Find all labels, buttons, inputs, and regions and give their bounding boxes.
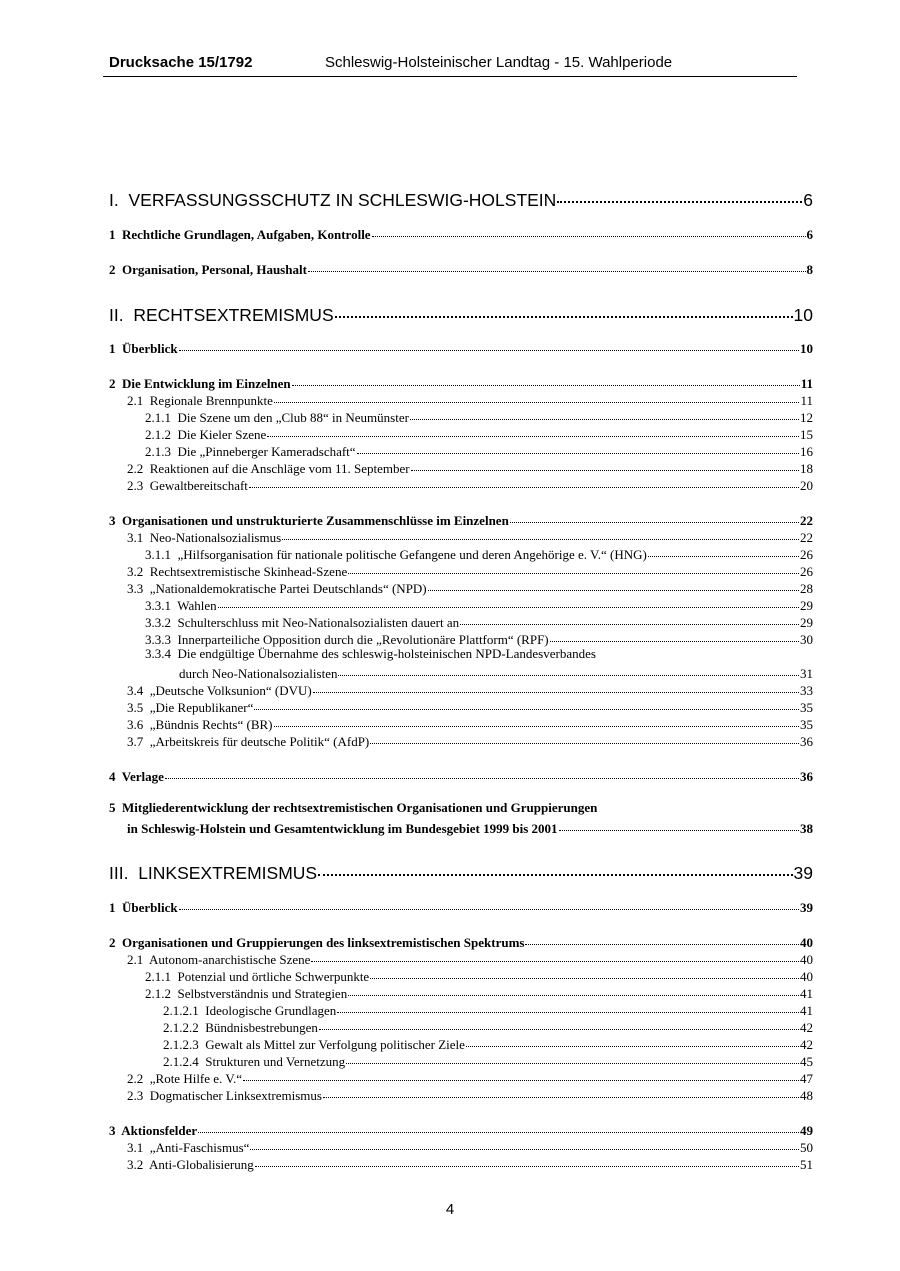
toc-entry[interactable]	[109, 225, 813, 241]
toc-number: 3.1.1	[145, 547, 171, 562]
toc-entry[interactable]	[145, 425, 813, 441]
leader-dots	[372, 223, 806, 237]
leader-dots	[323, 1084, 799, 1098]
toc-page: 36	[800, 734, 813, 749]
leader-dots	[311, 948, 799, 962]
toc-entry[interactable]	[163, 1001, 813, 1017]
toc-page: 35	[800, 717, 813, 732]
toc-page: 28	[800, 581, 813, 596]
toc-label: Aktionsfelder	[121, 1123, 198, 1138]
toc-number: 2.1.2.1	[163, 1003, 199, 1018]
leader-dots	[348, 982, 799, 996]
toc-entry[interactable]	[145, 984, 813, 1000]
toc-page: 6	[806, 227, 813, 242]
toc-page: 11	[800, 376, 813, 391]
toc-entry-part-3[interactable]	[109, 859, 813, 882]
toc-number: II.	[109, 304, 124, 325]
toc-entry[interactable]	[109, 374, 813, 390]
toc-number: 4	[109, 769, 116, 784]
leader-dots	[308, 258, 806, 272]
toc-label: Organisationen und unstrukturierte Zusammenschlüsse im Einzelnen	[122, 513, 509, 528]
toc-number: 3.2	[127, 1157, 144, 1172]
toc-page: 6	[803, 189, 813, 210]
toc-entry[interactable]	[145, 545, 813, 561]
toc-page: 22	[800, 513, 813, 528]
leader-dots	[525, 931, 799, 945]
toc-entry[interactable]	[127, 1138, 813, 1154]
toc-page: 45	[800, 1054, 813, 1069]
toc-entry[interactable]	[145, 442, 813, 458]
toc-label: Autonom-anarchistische Szene	[149, 952, 311, 967]
toc-label: Verlage	[121, 769, 164, 784]
toc-number: 2.1.2	[145, 427, 171, 442]
toc-label: Gewalt als Mittel zur Verfolgung politischer Ziele	[205, 1037, 465, 1052]
toc-page: 51	[800, 1157, 813, 1172]
toc-number: 3.3	[127, 581, 144, 596]
toc-label: Rechtliche Grundlagen, Aufgaben, Kontrolle	[122, 227, 371, 242]
toc-number: 5	[109, 800, 116, 815]
toc-entry-part-1[interactable]	[109, 186, 813, 209]
toc-entry[interactable]	[145, 596, 813, 612]
toc-page: 26	[800, 564, 813, 579]
leader-dots	[550, 628, 799, 642]
leader-dots	[460, 611, 799, 625]
toc-page: 10	[800, 341, 813, 356]
toc-page: 48	[800, 1088, 813, 1103]
leader-dots	[348, 560, 799, 574]
leader-dots	[218, 594, 799, 608]
toc-number: 1	[109, 227, 116, 242]
toc-page: 26	[800, 547, 813, 562]
toc-label: Organisationen und Gruppierungen des linksextremistischen Spektrums	[122, 935, 525, 950]
toc-entry-part-2[interactable]	[109, 301, 813, 324]
toc-entry[interactable]	[127, 1069, 813, 1085]
toc-number: 2.3	[127, 478, 144, 493]
toc-number: 3.3.4	[145, 646, 171, 661]
toc-label: Gewaltbereitschaft	[149, 478, 248, 493]
toc-page: 35	[800, 700, 813, 715]
toc-number: 1	[109, 341, 116, 356]
leader-dots	[346, 1050, 799, 1064]
toc-number: 3	[109, 513, 116, 528]
toc-page: 10	[793, 304, 813, 325]
toc-number: 2.1.2	[145, 986, 171, 1001]
leader-dots	[267, 423, 799, 437]
leader-dots	[559, 817, 800, 831]
toc-number: 3.1	[127, 1140, 144, 1155]
leader-dots	[335, 298, 793, 318]
toc-entry[interactable]	[109, 898, 813, 914]
toc-page: 8	[806, 262, 813, 277]
leader-dots	[198, 1119, 799, 1133]
toc-entry[interactable]	[127, 732, 813, 748]
toc-label: Dogmatischer Linksextremismus	[149, 1088, 322, 1103]
toc-entry[interactable]	[127, 715, 813, 731]
toc-page: 15	[800, 427, 813, 442]
toc-number: 1	[109, 900, 116, 915]
toc-entry[interactable]	[163, 1052, 813, 1068]
toc-entry[interactable]	[127, 459, 813, 475]
toc-number: 2.3	[127, 1088, 144, 1103]
toc-label: Die Entwicklung im Einzelnen	[122, 376, 291, 391]
toc-number: 3.5	[127, 700, 144, 715]
toc-label: Schulterschluss mit Neo-Nationalsozialisten dauert an	[177, 615, 460, 630]
toc-entry[interactable]	[109, 260, 813, 276]
toc-number: 3.2	[127, 564, 144, 579]
leader-dots	[165, 765, 799, 779]
toc-number: 2.2	[127, 461, 144, 476]
toc-label: Überblick	[122, 900, 178, 915]
toc-page: 22	[800, 530, 813, 545]
toc-entry[interactable]	[109, 933, 813, 949]
toc-page: 49	[800, 1123, 813, 1138]
toc-page: 16	[800, 444, 813, 459]
toc-page: 42	[800, 1020, 813, 1035]
toc-label-continued: in Schleswig-Holstein und Gesamtentwicklung im Bundesgebiet 1999 bis 2001	[127, 821, 558, 836]
leader-dots	[274, 713, 799, 727]
document-number: Drucksache 15/1792	[109, 54, 253, 71]
toc-label: Regionale Brennpunkte	[149, 393, 273, 408]
leader-dots	[338, 662, 799, 676]
toc-label: Mitgliederentwicklung der rechtsextremistischen Organisationen und Gruppierungen	[122, 800, 598, 815]
toc-number: 2.1.1	[145, 410, 171, 425]
toc-label: Die Kieler Szene	[177, 427, 267, 442]
toc-entry[interactable]	[109, 511, 813, 527]
toc-number: 3.7	[127, 734, 144, 749]
toc-entry[interactable]	[163, 1018, 813, 1034]
toc-page: 39	[800, 900, 813, 915]
toc-label: RECHTSEXTREMISMUS	[133, 304, 334, 325]
toc-label-continued: durch Neo-Nationalsozialisten	[179, 666, 338, 681]
toc-label: Potenzial und örtliche Schwerpunkte	[177, 969, 370, 984]
leader-dots	[243, 1067, 799, 1081]
toc-page: 20	[800, 478, 813, 493]
toc-label: Überblick	[122, 341, 178, 356]
toc-entry[interactable]	[109, 1121, 813, 1137]
header-title: Schleswig-Holsteinischer Landtag - 15. Wahlperiode	[325, 54, 673, 71]
toc-page: 41	[800, 1003, 813, 1018]
leader-dots	[510, 509, 799, 523]
toc-label: Anti-Globalisierung	[149, 1157, 254, 1172]
toc-page: 40	[800, 952, 813, 967]
leader-dots	[318, 856, 792, 876]
toc-number: 2.2	[127, 1071, 144, 1086]
toc-entry[interactable]	[145, 408, 813, 424]
toc-page: 39	[793, 862, 813, 883]
toc-number: 2	[109, 262, 116, 277]
toc-entry[interactable]	[127, 698, 813, 714]
toc-page: 29	[800, 598, 813, 613]
toc-label: „Bündnis Rechts“ (BR)	[149, 717, 273, 732]
toc-entry[interactable]	[145, 613, 813, 629]
leader-dots	[179, 337, 799, 351]
leader-dots	[254, 696, 799, 710]
toc-label: Neo-Nationalsozialismus	[149, 530, 282, 545]
toc-entry[interactable]	[127, 528, 813, 544]
toc-number: 2.1.1	[145, 969, 171, 984]
toc-page: 50	[800, 1140, 813, 1155]
leader-dots	[428, 577, 799, 591]
toc-entry[interactable]	[145, 967, 813, 983]
toc-label: „Anti-Faschismus“	[149, 1140, 250, 1155]
leader-dots	[179, 896, 799, 910]
leader-dots	[313, 679, 799, 693]
leader-dots	[370, 730, 799, 744]
toc-label: Die „Pinneberger Kameradschaft“	[177, 444, 356, 459]
toc-number: 2.1.2.4	[163, 1054, 199, 1069]
toc-label: Organisation, Personal, Haushalt	[122, 262, 307, 277]
toc-label: Die endgültige Übernahme des schleswig-holsteinischen NPD-Landesverbandes	[177, 646, 596, 661]
toc-entry-continuation[interactable]	[179, 664, 813, 680]
toc-page: 40	[800, 969, 813, 984]
toc-number: III.	[109, 862, 129, 883]
leader-dots	[337, 999, 799, 1013]
toc-label: Reaktionen auf die Anschläge vom 11. September	[149, 461, 410, 476]
toc-page: 40	[800, 935, 813, 950]
toc-number: 2.1.2.2	[163, 1020, 199, 1035]
toc-entry[interactable]	[109, 339, 813, 355]
toc-page: 29	[800, 615, 813, 630]
toc-number: 3	[109, 1123, 116, 1138]
toc-entry[interactable]	[127, 562, 813, 578]
toc-page: 11	[800, 393, 813, 408]
toc-label: „Hilfsorganisation für nationale politische Gefangene und deren Angehörige e. V.“ (HNG)	[177, 547, 647, 562]
leader-dots	[410, 406, 799, 420]
toc-page: 36	[800, 769, 813, 784]
toc-number: 2.1.3	[145, 444, 171, 459]
toc-label: „Arbeitskreis für deutsche Politik“ (AfdP)	[149, 734, 370, 749]
leader-dots	[648, 543, 799, 557]
toc-entry[interactable]	[127, 579, 813, 595]
toc-page: 12	[800, 410, 813, 425]
toc-label: Selbstverständnis und Strategien	[177, 986, 348, 1001]
leader-dots	[357, 440, 799, 454]
toc-number: 2.1	[127, 952, 144, 967]
leader-dots	[557, 183, 802, 203]
toc-page: 18	[800, 461, 813, 476]
toc-label: LINKSEXTREMISMUS	[138, 862, 318, 883]
toc-label: Rechtsextremistische Skinhead-Szene	[149, 564, 348, 579]
page-number: 4	[445, 1201, 455, 1218]
toc-label: „Rote Hilfe e. V.“	[149, 1071, 243, 1086]
toc-label: VERFASSUNGSSCHUTZ IN SCHLESWIG-HOLSTEIN	[128, 189, 557, 210]
toc-page: 30	[800, 632, 813, 647]
leader-dots	[411, 457, 799, 471]
toc-label: „Deutsche Volksunion“ (DVU)	[149, 683, 312, 698]
toc-entry[interactable]	[127, 1155, 813, 1171]
toc-number: 2.1	[127, 393, 144, 408]
leader-dots	[466, 1033, 799, 1047]
toc-label: Die Szene um den „Club 88“ in Neumünster	[177, 410, 409, 425]
leader-dots	[282, 526, 799, 540]
toc-label: Innerparteiliche Opposition durch die „Revolutionäre Plattform“ (RPF)	[177, 632, 549, 647]
leader-dots	[249, 474, 799, 488]
toc-number: 2.1.2.3	[163, 1037, 199, 1052]
toc-number: 3.1	[127, 530, 144, 545]
toc-number: I.	[109, 189, 119, 210]
toc-label: Wahlen	[177, 598, 217, 613]
leader-dots	[292, 372, 800, 386]
toc-page: 42	[800, 1037, 813, 1052]
leader-dots	[370, 965, 799, 979]
toc-page: 33	[800, 683, 813, 698]
leader-dots	[250, 1136, 799, 1150]
toc-page: 31	[800, 666, 813, 681]
toc-number: 3.6	[127, 717, 144, 732]
toc-entry[interactable]	[127, 950, 813, 966]
leader-dots	[274, 389, 800, 403]
toc-label: Strukturen und Vernetzung	[205, 1054, 346, 1069]
toc-label: Ideologische Grundlagen	[205, 1003, 337, 1018]
toc-page: 41	[800, 986, 813, 1001]
toc-entry[interactable]	[163, 1035, 813, 1051]
toc-number: 3.3.1	[145, 598, 171, 613]
toc-number: 2	[109, 935, 116, 950]
toc-entry[interactable]	[127, 681, 813, 697]
toc-number: 2	[109, 376, 116, 391]
page-header	[103, 52, 797, 77]
toc-number: 3.3.3	[145, 632, 171, 647]
toc-number: 3.4	[127, 683, 144, 698]
toc-entry-multiline[interactable]	[145, 647, 596, 660]
toc-page: 38	[800, 821, 813, 836]
toc-label: „Nationaldemokratische Partei Deutschlands“ (NPD)	[149, 581, 427, 596]
toc-entry[interactable]	[127, 1086, 813, 1102]
toc-entry[interactable]	[127, 476, 813, 492]
toc-entry[interactable]	[145, 630, 813, 646]
leader-dots	[255, 1153, 799, 1167]
toc-label: Bündnisbestrebungen	[205, 1020, 318, 1035]
toc-entry[interactable]	[127, 391, 813, 407]
toc-label: „Die Republikaner“	[149, 700, 254, 715]
leader-dots	[319, 1016, 799, 1030]
toc-number: 3.3.2	[145, 615, 171, 630]
toc-entry-continuation[interactable]	[127, 819, 813, 835]
toc-page: 47	[800, 1071, 813, 1086]
toc-entry[interactable]	[109, 767, 813, 783]
toc-entry-multiline[interactable]	[109, 801, 597, 814]
